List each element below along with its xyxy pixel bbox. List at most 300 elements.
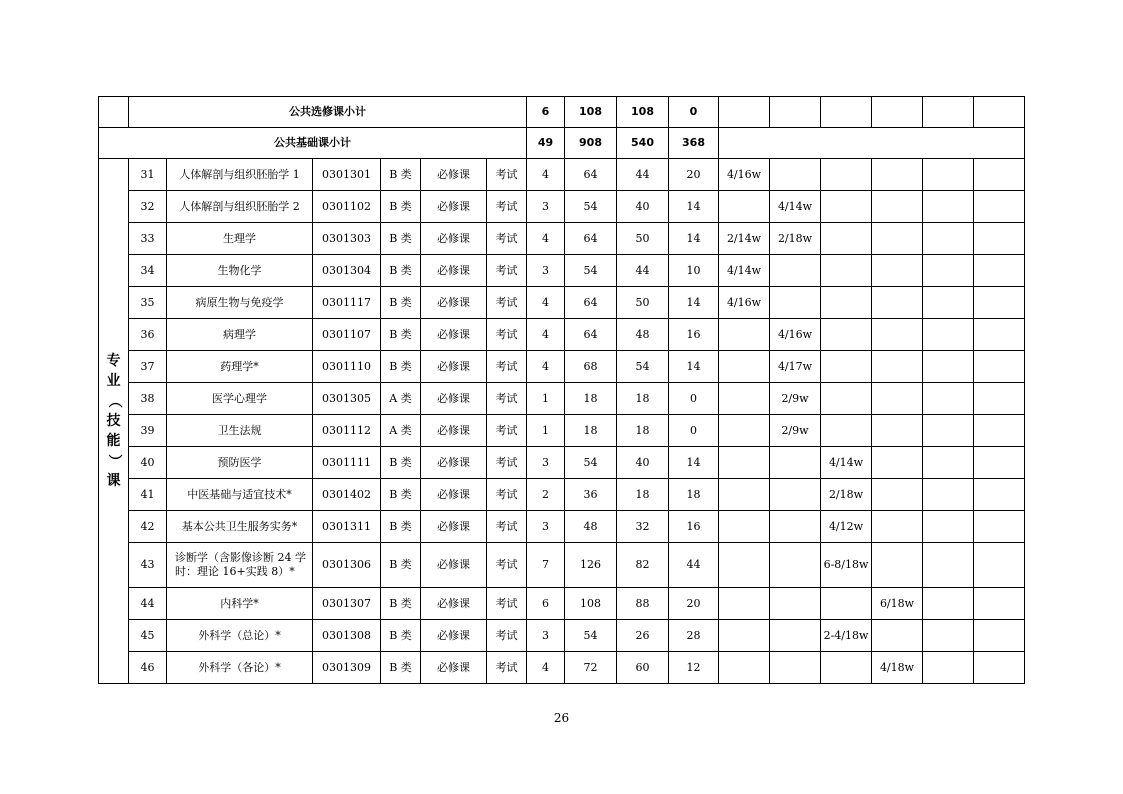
course-practice-hours: 0 bbox=[669, 383, 719, 415]
course-credits: 3 bbox=[527, 255, 565, 287]
course-credits: 3 bbox=[527, 191, 565, 223]
course-credits: 4 bbox=[527, 159, 565, 191]
term-schedule-5 bbox=[923, 159, 974, 191]
course-type: B 类 bbox=[381, 543, 421, 588]
course-name: 外科学（总论）* bbox=[167, 620, 313, 652]
subtotal-row-public-basic bbox=[99, 128, 1025, 159]
course-name: 病原生物与免疫学 bbox=[167, 287, 313, 319]
term-schedule-1 bbox=[719, 191, 770, 223]
course-row bbox=[99, 588, 1025, 620]
term-schedule-2 bbox=[770, 588, 821, 620]
course-total-hours: 64 bbox=[565, 223, 617, 255]
course-practice-hours: 16 bbox=[669, 511, 719, 543]
course-row bbox=[99, 652, 1025, 684]
course-practice-hours: 20 bbox=[669, 159, 719, 191]
course-credits: 3 bbox=[527, 511, 565, 543]
course-practice-hours: 44 bbox=[669, 543, 719, 588]
course-theory-hours: 40 bbox=[617, 447, 669, 479]
curriculum-table bbox=[98, 96, 1025, 684]
subtotal-label: 公共基础课小计 bbox=[99, 128, 527, 159]
category-char: 业 bbox=[106, 373, 121, 389]
course-credits: 3 bbox=[527, 620, 565, 652]
course-theory-hours: 18 bbox=[617, 383, 669, 415]
subtotal-row-elective bbox=[99, 97, 1025, 128]
course-theory-hours: 40 bbox=[617, 191, 669, 223]
category-char: 课 bbox=[106, 473, 121, 489]
term-schedule-2 bbox=[770, 511, 821, 543]
term-schedule-6 bbox=[974, 351, 1025, 383]
course-nature: 必修课 bbox=[421, 652, 487, 684]
course-assessment: 考试 bbox=[487, 511, 527, 543]
course-row bbox=[99, 415, 1025, 447]
course-theory-hours: 50 bbox=[617, 223, 669, 255]
course-name: 预防医学 bbox=[167, 447, 313, 479]
course-theory-hours: 18 bbox=[617, 415, 669, 447]
course-no: 46 bbox=[129, 652, 167, 684]
course-row bbox=[99, 511, 1025, 543]
term-schedule-1 bbox=[719, 652, 770, 684]
course-code: 0301305 bbox=[313, 383, 381, 415]
term-schedule-4 bbox=[872, 511, 923, 543]
course-no: 35 bbox=[129, 287, 167, 319]
term-schedule-1 bbox=[719, 447, 770, 479]
term-schedule-4 bbox=[872, 319, 923, 351]
course-no: 40 bbox=[129, 447, 167, 479]
course-total-hours: 126 bbox=[565, 543, 617, 588]
course-no: 36 bbox=[129, 319, 167, 351]
term-schedule-6 bbox=[974, 511, 1025, 543]
term-schedule-2: 2/9w bbox=[770, 383, 821, 415]
term-schedule-3 bbox=[821, 191, 872, 223]
course-practice-hours: 10 bbox=[669, 255, 719, 287]
course-no: 37 bbox=[129, 351, 167, 383]
term-schedule-2: 2/9w bbox=[770, 415, 821, 447]
course-practice-hours: 20 bbox=[669, 588, 719, 620]
term-schedule-1 bbox=[719, 588, 770, 620]
course-row bbox=[99, 287, 1025, 319]
course-name: 生理学 bbox=[167, 223, 313, 255]
course-assessment: 考试 bbox=[487, 351, 527, 383]
course-nature: 必修课 bbox=[421, 287, 487, 319]
term-schedule-5 bbox=[923, 588, 974, 620]
course-nature: 必修课 bbox=[421, 415, 487, 447]
category-char: 能 bbox=[106, 433, 121, 449]
term-cell bbox=[923, 97, 974, 128]
course-assessment: 考试 bbox=[487, 255, 527, 287]
course-practice-hours: 16 bbox=[669, 319, 719, 351]
subtotal-practice-hours: 0 bbox=[669, 97, 719, 128]
term-schedule-6 bbox=[974, 543, 1025, 588]
term-schedule-1: 2/14w bbox=[719, 223, 770, 255]
course-code: 0301311 bbox=[313, 511, 381, 543]
course-nature: 必修课 bbox=[421, 319, 487, 351]
term-schedule-1: 4/16w bbox=[719, 287, 770, 319]
term-schedule-4 bbox=[872, 415, 923, 447]
term-cell bbox=[872, 97, 923, 128]
term-schedule-5 bbox=[923, 287, 974, 319]
course-code: 0301304 bbox=[313, 255, 381, 287]
course-assessment: 考试 bbox=[487, 652, 527, 684]
term-schedule-3 bbox=[821, 415, 872, 447]
course-assessment: 考试 bbox=[487, 479, 527, 511]
course-assessment: 考试 bbox=[487, 588, 527, 620]
course-credits: 4 bbox=[527, 287, 565, 319]
term-schedule-2: 4/14w bbox=[770, 191, 821, 223]
term-schedule-3: 6-8/18w bbox=[821, 543, 872, 588]
term-cell bbox=[719, 97, 770, 128]
course-no: 39 bbox=[129, 415, 167, 447]
term-schedule-3 bbox=[821, 588, 872, 620]
term-schedule-3 bbox=[821, 383, 872, 415]
course-nature: 必修课 bbox=[421, 351, 487, 383]
term-schedule-4 bbox=[872, 620, 923, 652]
course-total-hours: 72 bbox=[565, 652, 617, 684]
term-schedule-2: 2/18w bbox=[770, 223, 821, 255]
term-schedule-5 bbox=[923, 351, 974, 383]
course-credits: 4 bbox=[527, 652, 565, 684]
category-char: （ bbox=[105, 394, 122, 408]
term-schedule-5 bbox=[923, 383, 974, 415]
course-name: 诊断学（含影像诊断 24 学时：理论 16+实践 8）* bbox=[167, 543, 313, 588]
course-total-hours: 64 bbox=[565, 319, 617, 351]
course-practice-hours: 0 bbox=[669, 415, 719, 447]
term-schedule-1 bbox=[719, 319, 770, 351]
course-total-hours: 54 bbox=[565, 191, 617, 223]
term-schedule-5 bbox=[923, 415, 974, 447]
term-schedule-2 bbox=[770, 543, 821, 588]
term-schedule-3: 2/18w bbox=[821, 479, 872, 511]
course-no: 43 bbox=[129, 543, 167, 588]
course-code: 0301107 bbox=[313, 319, 381, 351]
course-type: B 类 bbox=[381, 652, 421, 684]
term-schedule-3: 4/14w bbox=[821, 447, 872, 479]
course-credits: 1 bbox=[527, 415, 565, 447]
term-schedule-4 bbox=[872, 255, 923, 287]
course-row bbox=[99, 447, 1025, 479]
term-schedule-6 bbox=[974, 159, 1025, 191]
subtotal-credits: 49 bbox=[527, 128, 565, 159]
course-code: 0301301 bbox=[313, 159, 381, 191]
course-theory-hours: 44 bbox=[617, 159, 669, 191]
course-total-hours: 54 bbox=[565, 447, 617, 479]
term-schedule-4 bbox=[872, 479, 923, 511]
course-row bbox=[99, 479, 1025, 511]
term-schedule-2: 4/17w bbox=[770, 351, 821, 383]
term-schedule-3: 2-4/18w bbox=[821, 620, 872, 652]
course-theory-hours: 26 bbox=[617, 620, 669, 652]
term-schedule-1: 4/14w bbox=[719, 255, 770, 287]
term-schedule-6 bbox=[974, 479, 1025, 511]
term-schedule-1 bbox=[719, 620, 770, 652]
term-schedule-5 bbox=[923, 652, 974, 684]
course-code: 0301306 bbox=[313, 543, 381, 588]
course-type: B 类 bbox=[381, 588, 421, 620]
course-code: 0301402 bbox=[313, 479, 381, 511]
term-schedule-2 bbox=[770, 159, 821, 191]
term-schedule-4 bbox=[872, 447, 923, 479]
term-schedule-5 bbox=[923, 255, 974, 287]
course-total-hours: 108 bbox=[565, 588, 617, 620]
course-assessment: 考试 bbox=[487, 287, 527, 319]
subtotal-theory-hours: 540 bbox=[617, 128, 669, 159]
course-practice-hours: 14 bbox=[669, 191, 719, 223]
course-code: 0301308 bbox=[313, 620, 381, 652]
course-type: B 类 bbox=[381, 351, 421, 383]
category-cell bbox=[99, 159, 129, 684]
course-row bbox=[99, 543, 1025, 588]
term-schedule-6 bbox=[974, 223, 1025, 255]
term-schedule-2 bbox=[770, 479, 821, 511]
course-no: 34 bbox=[129, 255, 167, 287]
course-assessment: 考试 bbox=[487, 620, 527, 652]
term-schedule-6 bbox=[974, 255, 1025, 287]
course-credits: 7 bbox=[527, 543, 565, 588]
course-no: 38 bbox=[129, 383, 167, 415]
course-type: B 类 bbox=[381, 159, 421, 191]
course-nature: 必修课 bbox=[421, 255, 487, 287]
course-theory-hours: 54 bbox=[617, 351, 669, 383]
term-schedule-1 bbox=[719, 415, 770, 447]
course-nature: 必修课 bbox=[421, 543, 487, 588]
course-nature: 必修课 bbox=[421, 511, 487, 543]
course-credits: 4 bbox=[527, 319, 565, 351]
term-schedule-6 bbox=[974, 287, 1025, 319]
course-row bbox=[99, 319, 1025, 351]
term-schedule-1 bbox=[719, 351, 770, 383]
subtotal-total-hours: 908 bbox=[565, 128, 617, 159]
course-name: 中医基础与适宜技术* bbox=[167, 479, 313, 511]
course-type: B 类 bbox=[381, 287, 421, 319]
course-nature: 必修课 bbox=[421, 191, 487, 223]
course-nature: 必修课 bbox=[421, 383, 487, 415]
course-nature: 必修课 bbox=[421, 479, 487, 511]
course-total-hours: 36 bbox=[565, 479, 617, 511]
course-row bbox=[99, 223, 1025, 255]
term-schedule-3 bbox=[821, 652, 872, 684]
course-no: 32 bbox=[129, 191, 167, 223]
term-schedule-6 bbox=[974, 415, 1025, 447]
course-name: 外科学（各论）* bbox=[167, 652, 313, 684]
term-schedule-3: 4/12w bbox=[821, 511, 872, 543]
course-name: 生物化学 bbox=[167, 255, 313, 287]
category-char: 技 bbox=[106, 413, 121, 429]
term-schedule-2 bbox=[770, 447, 821, 479]
course-code: 0301110 bbox=[313, 351, 381, 383]
course-assessment: 考试 bbox=[487, 223, 527, 255]
term-schedule-5 bbox=[923, 191, 974, 223]
course-credits: 4 bbox=[527, 223, 565, 255]
course-type: B 类 bbox=[381, 511, 421, 543]
course-no: 42 bbox=[129, 511, 167, 543]
term-cell bbox=[821, 97, 872, 128]
course-type: A 类 bbox=[381, 415, 421, 447]
term-schedule-4 bbox=[872, 191, 923, 223]
subtotal-label: 公共选修课小计 bbox=[129, 97, 527, 128]
course-total-hours: 18 bbox=[565, 415, 617, 447]
term-schedule-3 bbox=[821, 223, 872, 255]
course-assessment: 考试 bbox=[487, 383, 527, 415]
course-row bbox=[99, 255, 1025, 287]
course-assessment: 考试 bbox=[487, 415, 527, 447]
term-schedule-5 bbox=[923, 223, 974, 255]
term-schedule-3 bbox=[821, 351, 872, 383]
term-schedule-4 bbox=[872, 287, 923, 319]
term-span-cell bbox=[719, 128, 1025, 159]
course-practice-hours: 14 bbox=[669, 287, 719, 319]
course-type: B 类 bbox=[381, 319, 421, 351]
term-schedule-4: 4/18w bbox=[872, 652, 923, 684]
course-code: 0301112 bbox=[313, 415, 381, 447]
course-type: B 类 bbox=[381, 191, 421, 223]
course-nature: 必修课 bbox=[421, 159, 487, 191]
course-row bbox=[99, 351, 1025, 383]
course-practice-hours: 12 bbox=[669, 652, 719, 684]
course-assessment: 考试 bbox=[487, 159, 527, 191]
term-schedule-6 bbox=[974, 383, 1025, 415]
course-nature: 必修课 bbox=[421, 620, 487, 652]
course-name: 医学心理学 bbox=[167, 383, 313, 415]
term-schedule-2 bbox=[770, 255, 821, 287]
term-schedule-3 bbox=[821, 287, 872, 319]
term-cell bbox=[770, 97, 821, 128]
term-schedule-1 bbox=[719, 511, 770, 543]
course-total-hours: 64 bbox=[565, 159, 617, 191]
term-schedule-4 bbox=[872, 351, 923, 383]
course-code: 0301117 bbox=[313, 287, 381, 319]
subtotal-theory-hours: 108 bbox=[617, 97, 669, 128]
course-code: 0301307 bbox=[313, 588, 381, 620]
term-schedule-1: 4/16w bbox=[719, 159, 770, 191]
course-row bbox=[99, 159, 1025, 191]
term-schedule-5 bbox=[923, 447, 974, 479]
course-theory-hours: 44 bbox=[617, 255, 669, 287]
course-no: 45 bbox=[129, 620, 167, 652]
course-code: 0301102 bbox=[313, 191, 381, 223]
blank-cell bbox=[99, 97, 129, 128]
course-assessment: 考试 bbox=[487, 319, 527, 351]
course-name: 卫生法规 bbox=[167, 415, 313, 447]
course-credits: 3 bbox=[527, 447, 565, 479]
course-name: 内科学* bbox=[167, 588, 313, 620]
course-type: B 类 bbox=[381, 223, 421, 255]
term-schedule-4: 6/18w bbox=[872, 588, 923, 620]
course-credits: 6 bbox=[527, 588, 565, 620]
course-credits: 1 bbox=[527, 383, 565, 415]
term-schedule-2 bbox=[770, 620, 821, 652]
course-code: 0301309 bbox=[313, 652, 381, 684]
term-schedule-5 bbox=[923, 319, 974, 351]
term-schedule-6 bbox=[974, 588, 1025, 620]
term-schedule-1 bbox=[719, 383, 770, 415]
subtotal-practice-hours: 368 bbox=[669, 128, 719, 159]
term-schedule-2: 4/16w bbox=[770, 319, 821, 351]
term-schedule-2 bbox=[770, 287, 821, 319]
term-schedule-6 bbox=[974, 191, 1025, 223]
subtotal-credits: 6 bbox=[527, 97, 565, 128]
page-number: 26 bbox=[553, 711, 570, 725]
term-schedule-5 bbox=[923, 511, 974, 543]
course-total-hours: 54 bbox=[565, 255, 617, 287]
course-name: 人体解剖与组织胚胎学 1 bbox=[167, 159, 313, 191]
term-schedule-6 bbox=[974, 447, 1025, 479]
course-credits: 2 bbox=[527, 479, 565, 511]
course-no: 41 bbox=[129, 479, 167, 511]
course-type: A 类 bbox=[381, 383, 421, 415]
course-practice-hours: 28 bbox=[669, 620, 719, 652]
course-practice-hours: 14 bbox=[669, 223, 719, 255]
course-practice-hours: 14 bbox=[669, 447, 719, 479]
course-assessment: 考试 bbox=[487, 191, 527, 223]
course-nature: 必修课 bbox=[421, 588, 487, 620]
subtotal-total-hours: 108 bbox=[565, 97, 617, 128]
term-schedule-5 bbox=[923, 543, 974, 588]
course-name: 基本公共卫生服务实务* bbox=[167, 511, 313, 543]
term-schedule-2 bbox=[770, 652, 821, 684]
course-name: 人体解剖与组织胚胎学 2 bbox=[167, 191, 313, 223]
course-credits: 4 bbox=[527, 351, 565, 383]
course-type: B 类 bbox=[381, 620, 421, 652]
term-schedule-6 bbox=[974, 319, 1025, 351]
course-name: 病理学 bbox=[167, 319, 313, 351]
course-no: 44 bbox=[129, 588, 167, 620]
course-code: 0301111 bbox=[313, 447, 381, 479]
course-row bbox=[99, 191, 1025, 223]
course-code: 0301303 bbox=[313, 223, 381, 255]
course-total-hours: 68 bbox=[565, 351, 617, 383]
course-total-hours: 64 bbox=[565, 287, 617, 319]
course-type: B 类 bbox=[381, 255, 421, 287]
course-nature: 必修课 bbox=[421, 223, 487, 255]
course-row bbox=[99, 383, 1025, 415]
course-nature: 必修课 bbox=[421, 447, 487, 479]
course-assessment: 考试 bbox=[487, 543, 527, 588]
term-schedule-5 bbox=[923, 479, 974, 511]
course-total-hours: 54 bbox=[565, 620, 617, 652]
course-total-hours: 48 bbox=[565, 511, 617, 543]
term-schedule-3 bbox=[821, 319, 872, 351]
course-assessment: 考试 bbox=[487, 447, 527, 479]
term-schedule-3 bbox=[821, 159, 872, 191]
term-schedule-1 bbox=[719, 479, 770, 511]
course-row bbox=[99, 620, 1025, 652]
course-theory-hours: 48 bbox=[617, 319, 669, 351]
term-schedule-3 bbox=[821, 255, 872, 287]
course-type: B 类 bbox=[381, 479, 421, 511]
category-char: ） bbox=[105, 454, 122, 468]
term-schedule-6 bbox=[974, 652, 1025, 684]
course-theory-hours: 82 bbox=[617, 543, 669, 588]
term-schedule-4 bbox=[872, 543, 923, 588]
term-schedule-4 bbox=[872, 383, 923, 415]
course-theory-hours: 60 bbox=[617, 652, 669, 684]
term-schedule-1 bbox=[719, 543, 770, 588]
category-label bbox=[99, 351, 128, 491]
course-theory-hours: 32 bbox=[617, 511, 669, 543]
course-no: 31 bbox=[129, 159, 167, 191]
course-theory-hours: 18 bbox=[617, 479, 669, 511]
course-type: B 类 bbox=[381, 447, 421, 479]
course-name: 药理学* bbox=[167, 351, 313, 383]
course-theory-hours: 88 bbox=[617, 588, 669, 620]
term-schedule-6 bbox=[974, 620, 1025, 652]
course-theory-hours: 50 bbox=[617, 287, 669, 319]
category-char: 专 bbox=[106, 353, 121, 369]
term-schedule-4 bbox=[872, 159, 923, 191]
course-practice-hours: 18 bbox=[669, 479, 719, 511]
course-no: 33 bbox=[129, 223, 167, 255]
course-practice-hours: 14 bbox=[669, 351, 719, 383]
course-total-hours: 18 bbox=[565, 383, 617, 415]
